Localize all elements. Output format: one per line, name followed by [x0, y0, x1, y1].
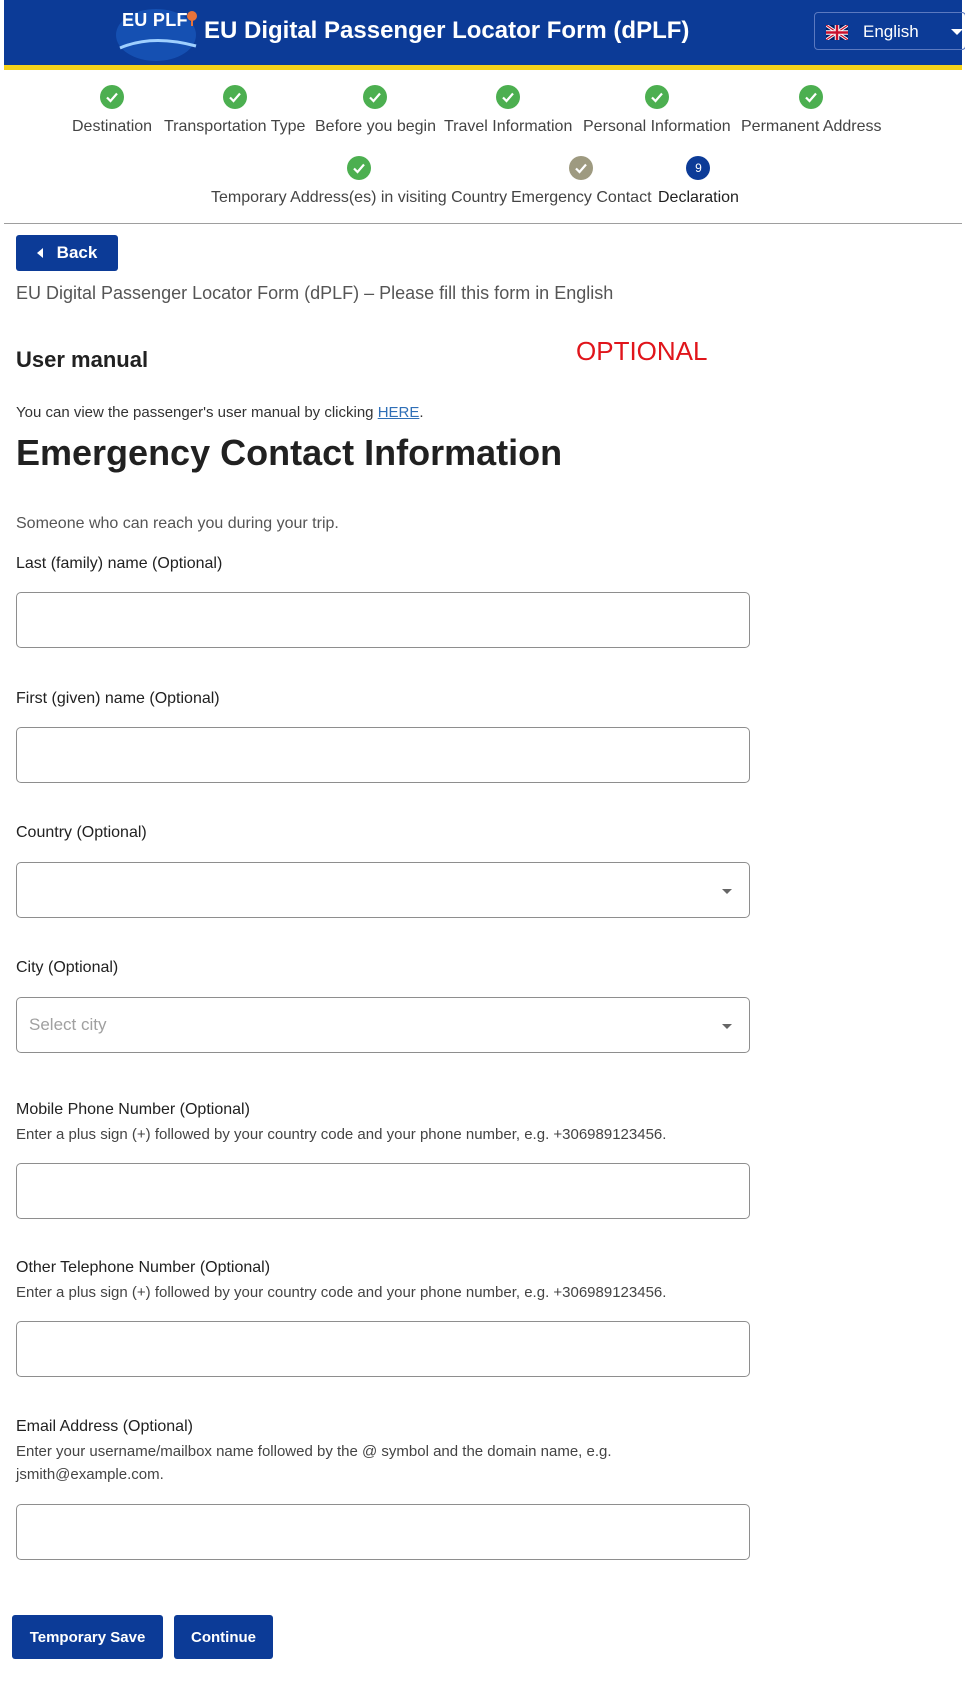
mobile-phone-label: Mobile Phone Number (Optional)	[16, 1101, 250, 1118]
check-icon	[799, 85, 823, 109]
step-number-badge: 9	[686, 156, 710, 180]
check-icon	[347, 156, 371, 180]
mobile-phone-input[interactable]	[16, 1163, 750, 1219]
app-header	[4, 0, 962, 70]
last-name-label: Last (family) name (Optional)	[16, 555, 223, 572]
city-placeholder: Select city	[29, 1015, 107, 1034]
optional-note: OPTIONAL	[576, 336, 708, 366]
manual-text-body: You can view the passenger's user manual by clicking	[16, 404, 378, 421]
country-label: Country (Optional)	[16, 824, 147, 841]
first-name-label: First (given) name (Optional)	[16, 690, 220, 707]
language-selector[interactable]	[814, 12, 965, 50]
step-label: Travel Information	[444, 118, 573, 135]
temporary-save-button[interactable]: Temporary Save	[12, 1615, 163, 1659]
step-label: Before you begin	[315, 118, 436, 135]
step-personal-information[interactable]	[583, 85, 731, 136]
step-transportation-type[interactable]	[164, 85, 305, 136]
user-manual-link[interactable]: HERE	[377, 404, 420, 421]
step-destination[interactable]	[72, 85, 152, 136]
other-phone-input[interactable]	[16, 1321, 750, 1377]
step-emergency-contact[interactable]	[511, 156, 652, 207]
mobile-phone-hint: Enter a plus sign (+) followed by your country code and your phone number, e.g. +306989123456.	[16, 1126, 667, 1143]
first-name-input[interactable]	[16, 727, 750, 783]
section-description: Someone who can reach you during your trip.	[16, 515, 339, 532]
step-label: Temporary Address(es) in visiting Country	[211, 189, 508, 206]
check-icon	[569, 156, 593, 180]
language-label: English	[863, 22, 919, 41]
other-phone-hint: Enter a plus sign (+) followed by your country code and your phone number, e.g. +306989123456.	[16, 1284, 667, 1301]
form-subtitle: EU Digital Passenger Locator Form (dPLF) – Please fill this form in English	[16, 283, 614, 303]
back-button[interactable]	[16, 235, 118, 271]
check-icon	[645, 85, 669, 109]
step-label: Destination	[72, 118, 153, 135]
step-before-you-begin[interactable]	[315, 85, 436, 136]
last-name-input[interactable]	[16, 592, 750, 648]
country-select[interactable]	[16, 862, 750, 918]
step-label: Personal Information	[583, 118, 731, 135]
check-icon	[100, 85, 124, 109]
continue-button[interactable]: Continue	[174, 1615, 273, 1659]
check-icon	[223, 85, 247, 109]
city-select[interactable]	[16, 997, 750, 1053]
step-permanent-address[interactable]	[741, 85, 882, 136]
user-manual-text	[16, 404, 424, 421]
progress-stepper	[4, 75, 962, 224]
dropdown-arrow-icon	[722, 1024, 732, 1029]
email-label: Email Address (Optional)	[16, 1418, 193, 1435]
step-travel-information[interactable]	[444, 85, 572, 136]
other-phone-label: Other Telephone Number (Optional)	[16, 1259, 271, 1276]
step-temporary-address[interactable]	[211, 156, 507, 207]
back-label: Back	[56, 243, 98, 262]
section-title: Emergency Contact Information	[16, 432, 563, 473]
email-hint: Enter your username/mailbox name followed by the @ symbol and the domain name, e.g. jsmith@example.com.	[16, 1443, 612, 1483]
step-label: Declaration	[658, 189, 739, 206]
city-label: City (Optional)	[16, 959, 119, 976]
check-icon	[363, 85, 387, 109]
step-label: Permanent Address	[741, 118, 882, 135]
step-label: Transportation Type	[164, 118, 306, 135]
chevron-left-icon	[37, 248, 43, 258]
step-declaration[interactable]	[658, 156, 739, 207]
logo-text: EU PLF	[122, 10, 188, 30]
manual-text-end: .	[419, 404, 424, 421]
email-input[interactable]	[16, 1504, 750, 1560]
check-icon	[496, 85, 520, 109]
chevron-down-icon	[951, 29, 963, 35]
app-title: EU Digital Passenger Locator Form (dPLF)	[204, 17, 690, 44]
user-manual-heading: User manual	[16, 347, 149, 372]
dropdown-arrow-icon	[722, 889, 732, 894]
uk-flag-icon	[826, 25, 848, 40]
step-label: Emergency Contact	[511, 189, 652, 206]
